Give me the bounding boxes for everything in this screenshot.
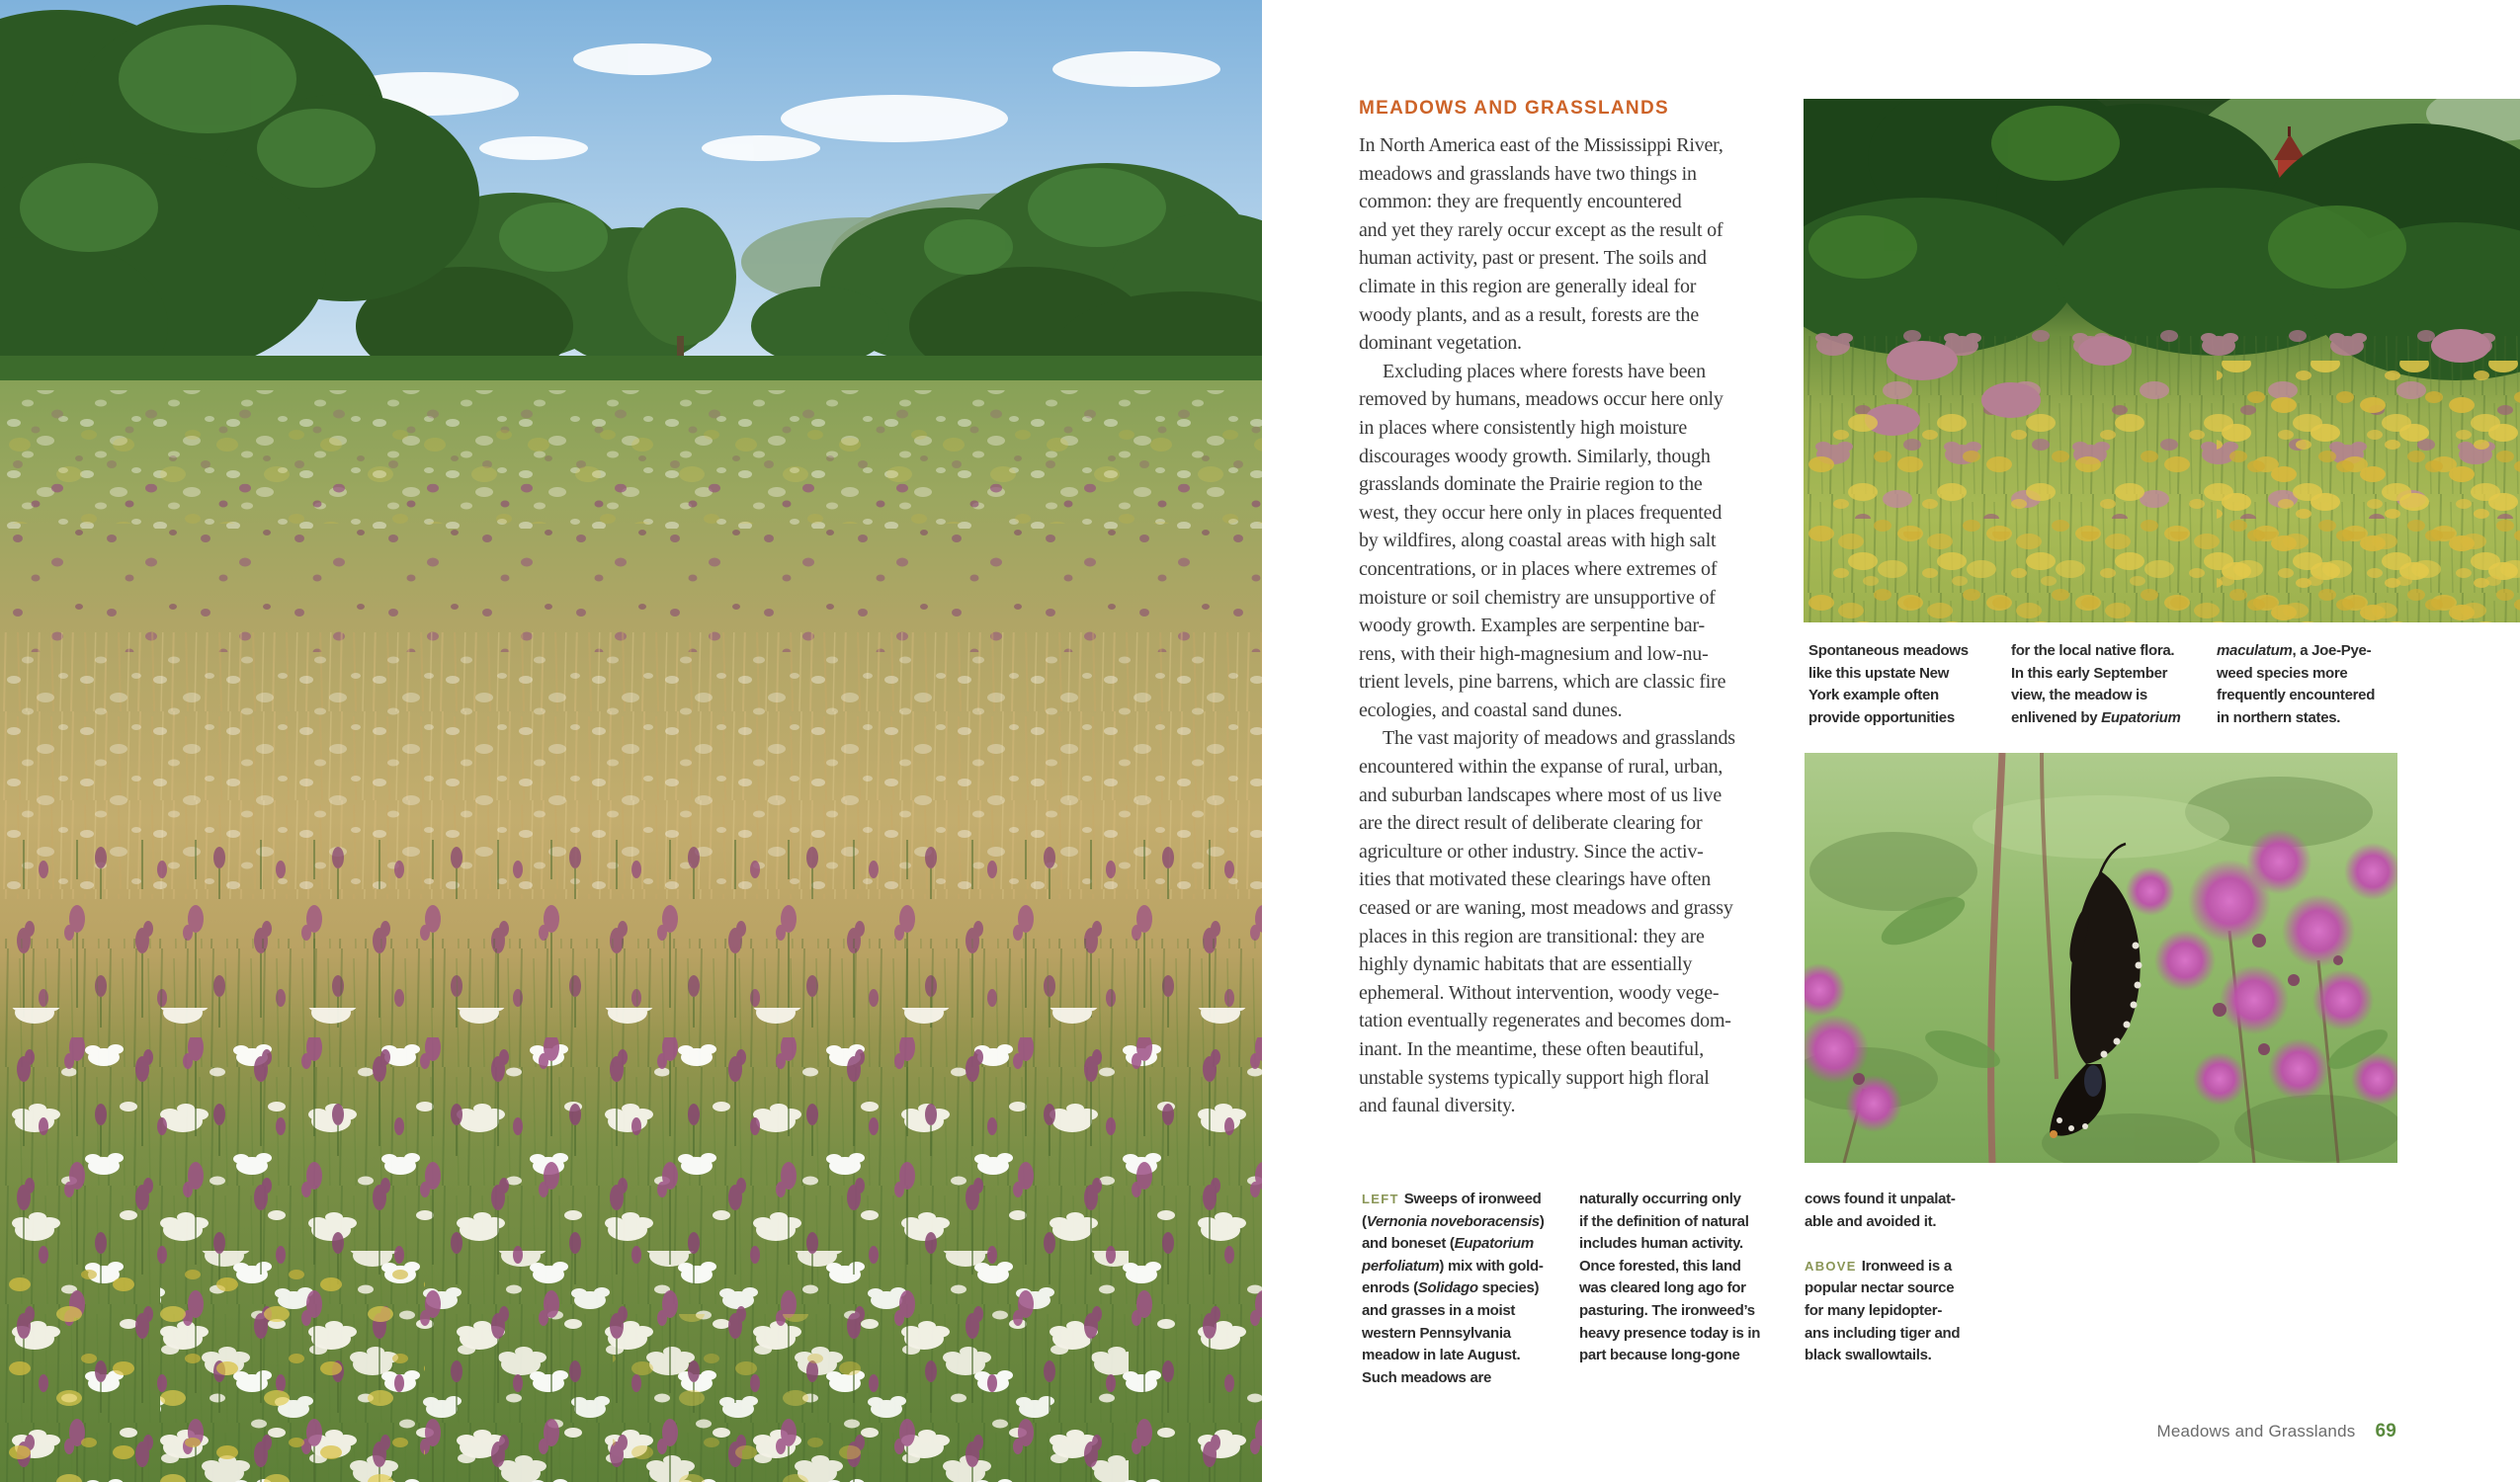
caption-line: (Vernonia noveboracensis) [1362,1212,1545,1230]
bottom-caption-column-1 [1362,1189,1545,1389]
caption-line: able and avoided it. [1805,1212,1937,1230]
caption-line: frequently encountered [2217,687,2376,704]
text-line: concentrations, or in places where extremes of [1359,557,1718,580]
caption-line: provide opportunities [1808,708,1955,726]
caption-line: view, the meadow is [2011,687,2147,704]
text-line: inant. In the meantime, these often beautiful, [1359,1038,1705,1060]
caption-line: includes human activity. [1579,1235,1743,1253]
caption-line: Once forested, this land [1579,1257,1741,1275]
caption-line: maculatum, a Joe-Pye- [2217,642,2372,659]
caption-line: enlivened by Eupatorium [2011,708,2181,726]
text-line: are the direct result of deliberate clearing for [1359,812,1703,835]
caption-line: popular nectar source [1805,1279,1955,1297]
running-footer [1976,1421,2396,1442]
caption-line: In this early September [2011,664,2168,682]
text-line: climate in this region are generally ideal for [1359,275,1697,297]
text-line: places in this region are transitional: they are [1359,925,1705,947]
caption-line: if the definition of natural [1579,1212,1749,1230]
text-line: common: they are frequently encountered [1359,191,1682,213]
caption-line: weed species more [2217,664,2348,682]
caption-block [1808,640,1969,729]
body-paragraph [1359,131,1784,358]
caption-position-label: ABOVE [1805,1258,1857,1274]
caption-block [2011,640,2180,729]
caption-block [2217,640,2375,729]
text-line: highly dynamic habitats that are essentially [1359,953,1693,976]
caption-line: for many lepidopter- [1805,1301,1943,1319]
caption-line: like this upstate New [1808,664,1950,682]
text-line: In North America east of the Mississippi River, [1359,134,1723,156]
text-line: agriculture or other industry. Since the activ- [1359,840,1704,863]
caption-line: heavy presence today is in [1579,1324,1761,1342]
text-line: and suburban landscapes where most of us live [1359,783,1722,806]
footer-page-number: 69 [2375,1421,2396,1441]
text-line: ephemeral. Without intervention, woody vege- [1359,981,1720,1004]
caption-block [1805,1256,1960,1367]
caption-line: for the local native flora. [2011,642,2175,659]
text-line: grasslands dominate the Prairie region to the [1359,473,1703,496]
caption-line: York example often [1808,687,1939,704]
caption-line: cows found it unpalat- [1805,1191,1956,1207]
top-caption-column-2 [2011,640,2180,729]
caption-line: meadow in late August. [1362,1347,1521,1364]
caption-line: enrods (Solidago species) [1362,1279,1540,1297]
caption-line: and grasses in a moist [1362,1301,1516,1319]
text-line: ities that motivated these clearings have often [1359,868,1712,891]
text-line: and yet they rarely occur except as the result of [1359,218,1723,241]
text-line: woody plants, and as a result, forests are the [1359,303,1700,326]
text-line: meadows and grasslands have two things in [1359,162,1697,185]
body-paragraph [1359,358,1784,725]
text-line: ecologies, and coastal sand dunes. [1359,699,1623,721]
text-line: ceased or are waning, most meadows and grassy [1359,897,1733,920]
caption-block [1805,1189,1960,1233]
text-line: west, they occur here only in places frequented [1359,501,1722,524]
bottom-right-butterfly-photo-art [1805,753,2397,1163]
bottom-caption-column-2 [1579,1189,1760,1367]
text-line: by wildfires, along coastal areas with high salt [1359,530,1717,552]
text-line: in places where consistently high moisture [1359,416,1688,439]
text-line: unstable systems typically support high floral [1359,1066,1710,1089]
caption-block [1362,1189,1545,1389]
caption-line: part because long-gone [1579,1347,1740,1364]
text-line: encountered within the expanse of rural, urban, [1359,756,1723,779]
caption-line: ABOVE Ironweed is a [1805,1257,1952,1275]
caption-position-label: LEFT [1362,1192,1399,1206]
text-line: and faunal diversity. [1359,1095,1516,1117]
text-line: trient levels, pine barrens, which are classic fire [1359,671,1726,694]
bottom-right-butterfly-photo [1805,753,2397,1163]
text-line: dominant vegetation. [1359,332,1522,355]
caption-line: Such meadows are [1362,1368,1492,1386]
text-line: rens, with their high-magnesium and low-nu- [1359,642,1709,665]
caption-line: pasturing. The ironweed’s [1579,1301,1755,1319]
bottom-caption-column-3 [1805,1189,1960,1367]
footer-section-title: Meadows and Grasslands [2156,1422,2356,1441]
caption-line: perfoliatum) mix with gold- [1362,1257,1544,1275]
text-line: human activity, past or present. The soils and [1359,247,1707,270]
caption-line: western Pennsylvania [1362,1324,1511,1342]
text-line: tation eventually regenerates and becomes dom- [1359,1010,1731,1032]
caption-line: ans including tiger and [1805,1324,1961,1342]
caption-line: black swallowtails. [1805,1347,1932,1364]
text-line: woody growth. Examples are serpentine bar- [1359,615,1705,637]
caption-line: in northern states. [2217,708,2341,726]
caption-line: naturally occurring only [1579,1191,1741,1207]
text-line: Excluding places where forests have been [1383,360,1706,382]
body-text-column [1359,131,1784,1120]
text-line: The vast majority of meadows and grasslands [1383,727,1735,750]
text-line: moisture or soil chemistry are unsupportive of [1359,586,1716,609]
caption-line: was cleared long ago for [1579,1279,1746,1297]
caption-line: LEFT Sweeps of ironweed [1362,1191,1542,1207]
section-heading: MEADOWS AND GRASSLANDS [1359,98,1669,119]
caption-line: and boneset (Eupatorium [1362,1235,1534,1253]
top-right-meadow-photo [1804,99,2520,622]
text-line: removed by humans, meadows occur here only [1359,388,1723,411]
body-paragraph [1359,724,1784,1119]
text-line: discourages woody growth. Similarly, though [1359,445,1711,467]
top-caption-column-1 [1808,640,1969,729]
top-right-meadow-photo-art [1804,99,2520,622]
top-caption-column-3 [2217,640,2375,729]
caption-block [1579,1189,1760,1367]
caption-line: Spontaneous meadows [1808,642,1969,659]
